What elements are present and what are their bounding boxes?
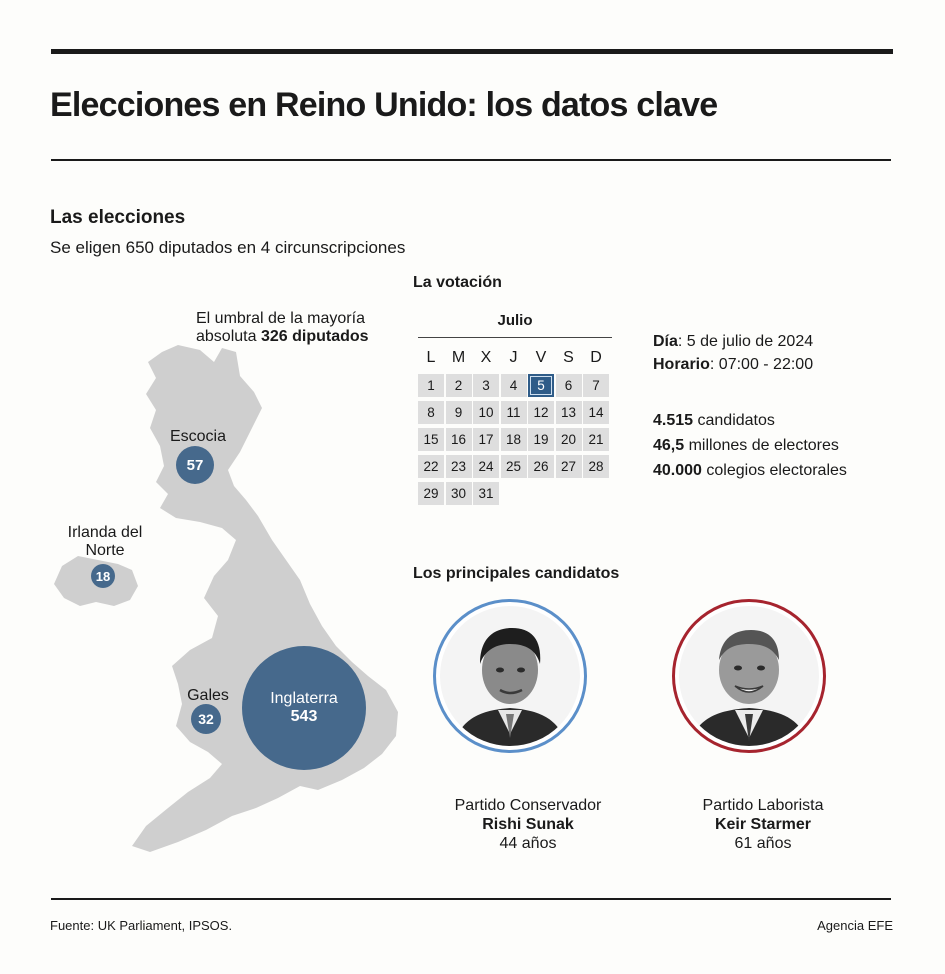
calendar-divider <box>418 337 612 338</box>
weekday: S <box>563 349 574 366</box>
stat-electors <box>653 437 839 455</box>
calendar-day: 20 <box>556 428 582 451</box>
calendar-day: 8 <box>418 401 444 424</box>
northern-ireland-line2: Norte <box>85 542 125 559</box>
scotland-bubble: 57 <box>176 446 214 484</box>
footer-credit: Agencia EFE <box>817 918 893 933</box>
hours-value: : 07:00 - 22:00 <box>709 356 814 373</box>
calendar-day: 19 <box>528 428 554 451</box>
calendar-day: 29 <box>418 482 444 505</box>
weekday: X <box>480 349 492 366</box>
england-seats: 543 <box>290 708 318 725</box>
majority-threshold <box>196 310 369 346</box>
candidate-sunak <box>433 796 623 853</box>
calendar-day: 21 <box>583 428 609 451</box>
portrait-starmer <box>672 599 826 753</box>
calendar-day: 30 <box>446 482 472 505</box>
elections-subtitle: Se eligen 650 diputados en 4 circunscripciones <box>50 238 406 257</box>
uk-map <box>50 335 410 860</box>
candidate-party: Partido Laborista <box>702 797 824 814</box>
calendar-day: 15 <box>418 428 444 451</box>
england-bubble <box>242 646 366 770</box>
election-day <box>653 333 813 351</box>
northern-ireland-line1: Irlanda del <box>67 524 143 541</box>
weekday: L <box>426 349 436 366</box>
calendar-day: 9 <box>446 401 472 424</box>
page-title: Elecciones en Reino Unido: los datos clave <box>50 86 718 124</box>
candidate-age: 44 años <box>499 835 557 852</box>
portrait-sunak <box>433 599 587 753</box>
calendar-day: 2 <box>446 374 472 397</box>
candidate-name: Rishi Sunak <box>482 816 574 833</box>
scotland-label: Escocia <box>169 428 227 445</box>
stat-text: millones de electores <box>684 437 839 454</box>
candidate-age: 61 años <box>734 835 792 852</box>
elections-heading: Las elecciones <box>50 207 186 228</box>
wales-bubble: 32 <box>191 704 221 734</box>
calendar-month: Julio <box>497 312 533 329</box>
calendar-day: 10 <box>473 401 499 424</box>
calendar-day: 22 <box>418 455 444 478</box>
candidates-heading: Los principales candidatos <box>413 565 620 582</box>
threshold-value: 326 diputados <box>260 328 369 345</box>
threshold-prefix: absoluta <box>196 328 257 345</box>
footer-source: Fuente: UK Parliament, IPSOS. <box>50 918 233 933</box>
calendar-weekdays <box>418 349 612 367</box>
top-thick-rule <box>51 49 893 54</box>
day-value: : 5 de julio de 2024 <box>677 333 814 350</box>
calendar-day: 27 <box>556 455 582 478</box>
stat-text: candidatos <box>693 412 775 429</box>
weekday: D <box>590 349 602 366</box>
person-icon <box>679 606 819 746</box>
stat-number: 46,5 <box>653 437 685 454</box>
northern-ireland-bubble: 18 <box>91 564 115 588</box>
calendar-day: 1 <box>418 374 444 397</box>
calendar-day: 26 <box>528 455 554 478</box>
election-hours <box>653 356 813 374</box>
calendar-day: 24 <box>473 455 499 478</box>
calendar-day: 3 <box>473 374 499 397</box>
weekday: V <box>535 349 547 366</box>
calendar-day: 11 <box>501 401 527 424</box>
calendar-day: 14 <box>583 401 609 424</box>
stat-number: 40.000 <box>653 462 702 479</box>
hours-label: Horario <box>653 356 710 373</box>
wales-label: Gales <box>187 687 229 704</box>
calendar-day-highlighted: 5 <box>528 374 554 397</box>
calendar-day: 12 <box>528 401 554 424</box>
stat-polling-stations <box>653 462 847 480</box>
calendar-day: 25 <box>501 455 527 478</box>
northern-ireland-label <box>60 524 150 560</box>
calendar-day: 16 <box>446 428 472 451</box>
footer-rule <box>51 898 891 900</box>
calendar-grid <box>418 374 612 505</box>
great-britain-shape <box>132 345 398 852</box>
calendar-day: 23 <box>446 455 472 478</box>
weekday: M <box>451 349 466 366</box>
candidate-starmer <box>668 796 858 853</box>
stat-number: 4.515 <box>653 412 694 429</box>
stat-text: colegios electorales <box>701 462 847 479</box>
calendar-day: 31 <box>473 482 499 505</box>
calendar-day: 18 <box>501 428 527 451</box>
calendar-day: 7 <box>583 374 609 397</box>
title-rule <box>51 159 891 161</box>
england-label: Inglaterra <box>270 690 338 707</box>
candidate-party: Partido Conservador <box>454 797 602 814</box>
calendar-day: 28 <box>583 455 609 478</box>
calendar-day: 6 <box>556 374 582 397</box>
calendar-day: 17 <box>473 428 499 451</box>
voting-heading: La votación <box>413 274 502 291</box>
threshold-line1: El umbral de la mayoría <box>196 310 365 327</box>
calendar-day: 4 <box>501 374 527 397</box>
candidate-name: Keir Starmer <box>714 816 812 833</box>
person-icon <box>440 606 580 746</box>
weekday: J <box>509 349 518 366</box>
calendar-day: 13 <box>556 401 582 424</box>
stat-candidates <box>653 412 775 430</box>
day-label: Día <box>653 333 678 350</box>
threshold-line2 <box>196 328 369 346</box>
